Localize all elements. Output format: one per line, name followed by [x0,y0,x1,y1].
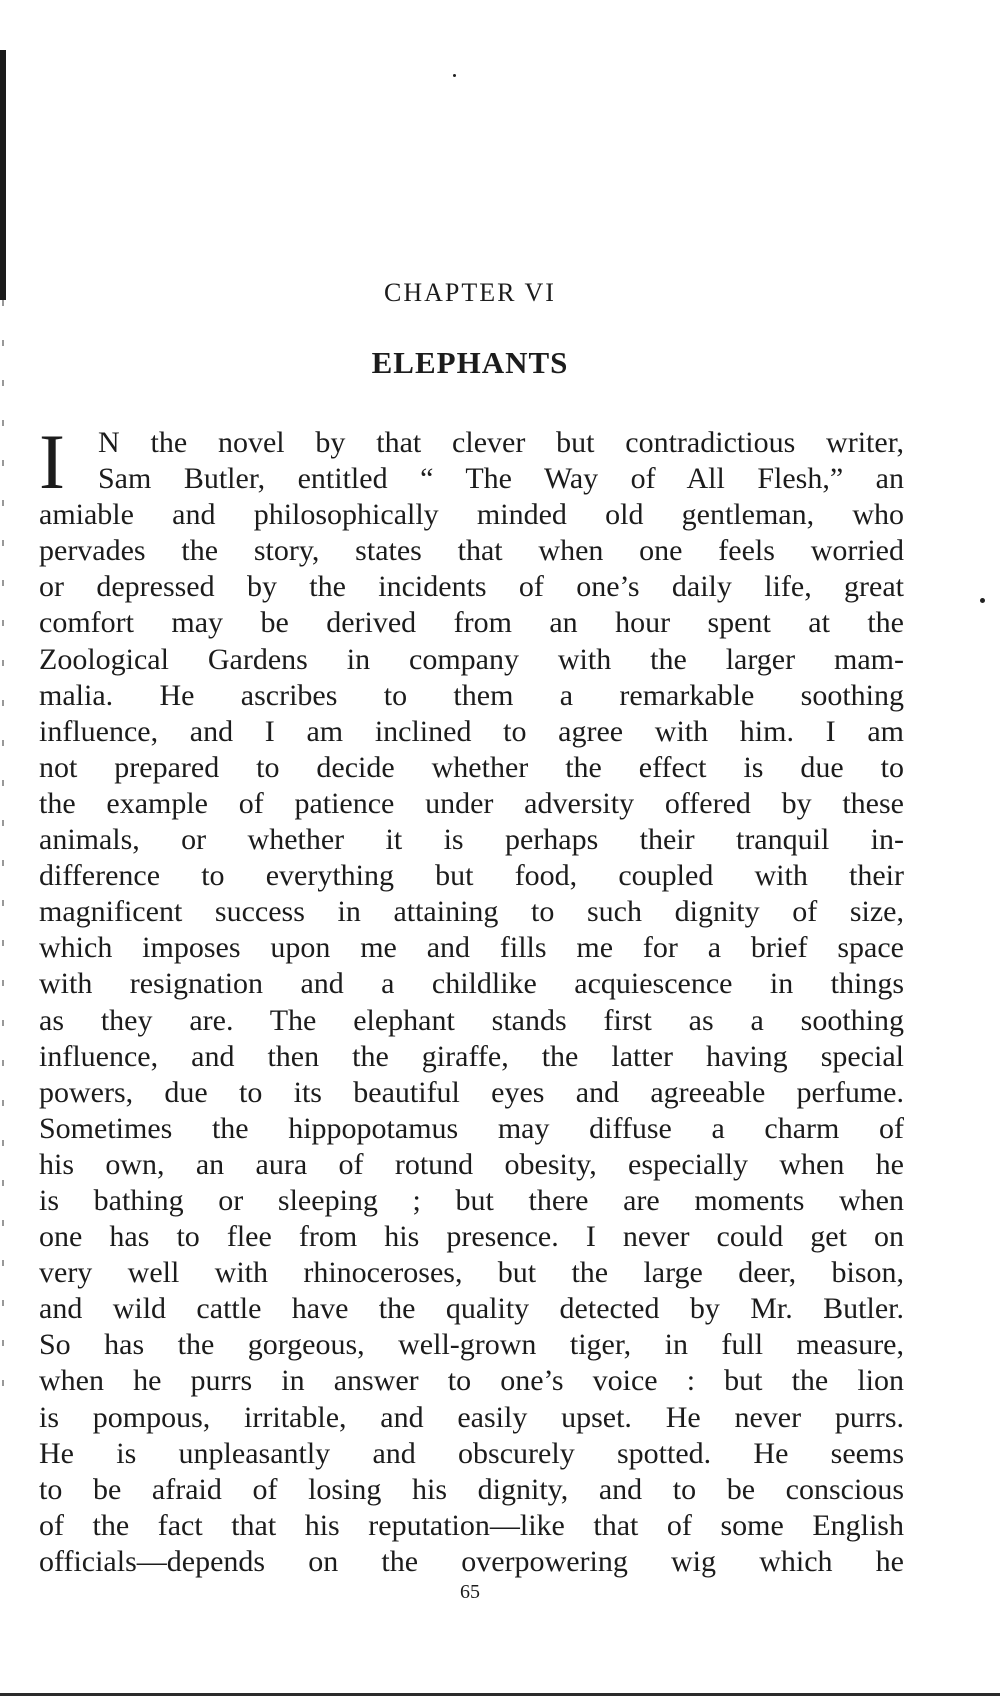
text-line: animals, or whether it is perhaps their tranquil in- [39,823,904,857]
text-line: pervades the story, states that when one feels worried [39,534,904,568]
text-line: malia. He ascribes to them a remarkable soothing [39,678,904,712]
text-line: to be afraid of losing his dignity, and to be conscious [39,1472,904,1506]
text-line: with resignation and a childlike acquiescence in things [39,967,904,1001]
text-line: So has the gorgeous, well-grown tiger, in full measure, [39,1328,904,1362]
text-line: one has to flee from his presence. I never could get on [39,1220,904,1254]
text-line: is pompous, irritable, and easily upset. He never purrs. [39,1400,904,1434]
text-line: or depressed by the incidents of one’s daily life, great [39,570,904,604]
text-line: and wild cattle have the quality detected by Mr. Butler. [39,1292,904,1326]
page-edge-shadow [0,50,6,300]
chapter-title: ELEPHANTS [371,345,569,380]
text-line: N the novel by that clever but contradictious writer, [98,426,904,459]
text-line: of the fact that his reputation—like that of some English [39,1508,904,1542]
body-text [39,418,904,1580]
bottom-rule [0,1693,1000,1696]
text-line: amiable and philosophically minded old gentleman, who [39,498,904,532]
text-line: influence, and I am inclined to agree with him. I am [39,714,904,748]
text-line: his own, an aura of rotund obesity, especially when he [39,1147,904,1181]
text-line: as they are. The elephant stands first as a soothing [39,1003,904,1037]
chapter-number: CHAPTER VI [384,278,556,307]
text-line: which imposes upon me and fills me for a brief space [39,931,904,965]
text-line: influence, and then the giraffe, the latter having special [39,1039,904,1073]
text-line: Sometimes the hippopotamus may diffuse a charm of [39,1111,904,1145]
ink-speck [980,598,985,603]
text-line: is bathing or sleeping ; but there are moments when [39,1183,904,1217]
text-line: not prepared to decide whether the effect is due to [39,750,904,784]
text-line: officials—depends on the overpowering wig which he [39,1544,904,1578]
text-line: comfort may be derived from an hour spent at the [39,606,904,640]
text-line: He is unpleasantly and obscurely spotted. He seems [39,1436,904,1470]
drop-cap: I [39,418,65,505]
text-line: magnificent success in attaining to such dignity of size, [39,895,904,929]
page-number: 65 [460,1581,480,1603]
text-line: difference to everything but food, coupled with their [39,859,904,893]
text-line: Sam Butler, entitled “ The Way of All Flesh,” an [98,462,904,496]
text-line: powers, due to its beautiful eyes and agreeable perfume. [39,1075,904,1109]
text-line: when he purrs in answer to one’s voice : but the lion [39,1364,904,1398]
page-edge-marks [2,300,4,1400]
text-line: Zoological Gardens in company with the larger mam- [39,642,904,676]
text-line: the example of patience under adversity offered by these [39,786,904,820]
text-line: very well with rhinoceroses, but the large deer, bison, [39,1256,904,1290]
ink-speck [453,74,456,77]
